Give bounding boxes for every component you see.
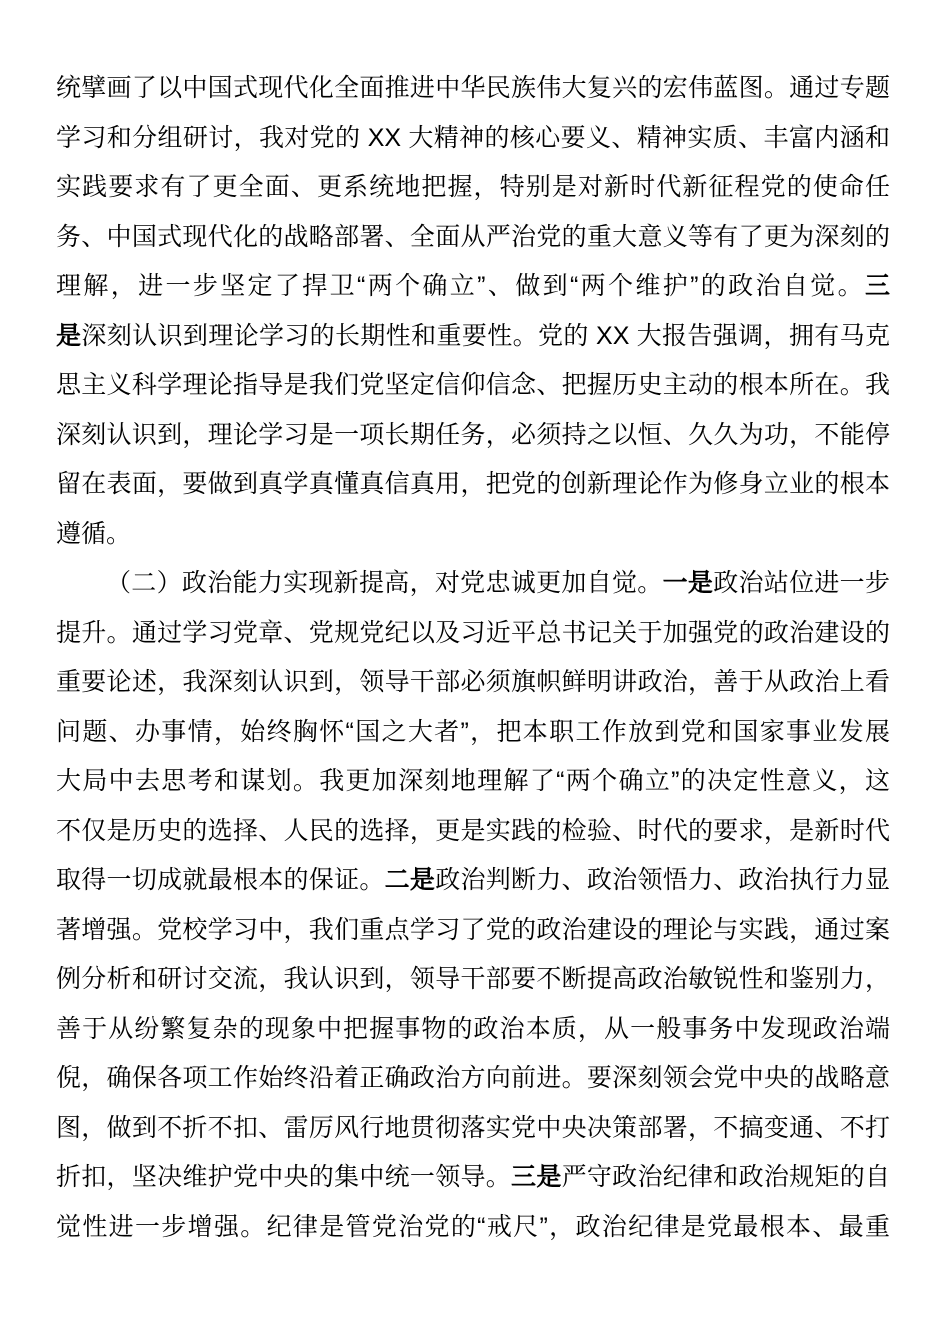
- text-segment: 大局中去思考和谋划。我更加深刻地理解了“两个确立”的决定性意义，这: [56, 767, 890, 795]
- text-segment: 善于从纷繁复杂的现象中把握事物的政治本质，从一般事务中发现政治端: [56, 1014, 890, 1043]
- text-line: [56, 460, 890, 510]
- text-segment: 折扣，坚决维护党中央的集中统一领导。: [56, 1163, 512, 1191]
- text-segment: 图，做到不折不扣、雷厉风行地贯彻落实党中央决策部署，不搞变通、不打: [56, 1113, 890, 1142]
- text-segment: 倪，确保各项工作始终沿着正确政治方向前进。要深刻领会党中央的战略意: [56, 1064, 890, 1092]
- text-segment: 提升。通过学习党章、党规党纪以及习近平总书记关于加强党的政治建设的: [56, 618, 890, 647]
- text-segment: 重要论述，我深刻认识到，领导干部必须旗帜鲜明讲政治，善于从政治上看: [56, 668, 890, 696]
- text-line: [56, 213, 890, 263]
- text-line: [56, 1005, 890, 1055]
- text-segment: 政治站位进一步: [713, 569, 890, 597]
- text-segment: 例分析和研讨交流，我认识到，领导干部要不断提高政治敏锐性和鉴别力，: [56, 965, 890, 993]
- text-line: [56, 609, 890, 659]
- text-segment: 深刻认识到，理论学习是一项长期任务，必须持之以恒、久久为功，不能停: [56, 420, 890, 449]
- text-segment: 问题、办事情，始终胸怀“国之大者”，把本职工作放到党和国家事业发展: [56, 717, 890, 746]
- text-segment: 理解，进一步坚定了捍卫“两个确立”、做到“两个维护”的政治自觉。: [56, 272, 865, 300]
- text-line: [56, 955, 890, 1005]
- text-segment: 严守政治纪律和政治规矩的自: [561, 1163, 890, 1191]
- text-line: [56, 163, 890, 213]
- text-line: [56, 361, 890, 411]
- text-line: [56, 1054, 890, 1104]
- bold-text-segment: 一是: [662, 569, 714, 597]
- text-line: [56, 114, 890, 164]
- text-line: [56, 312, 890, 362]
- text-segment: 实践要求有了更全面、更系统地把握，特别是对新时代新征程党的使命任: [56, 173, 890, 201]
- text-segment: 学习和分组研讨，我对党的 XX 大精神的核心要义、精神实质、丰富内涵和: [56, 123, 890, 152]
- text-segment: 统擘画了以中国式现代化全面推进中华民族伟大复兴的宏伟蓝图。通过专题: [56, 74, 890, 102]
- text-segment: 务、中国式现代化的战略部署、全面从严治党的重大意义等有了更为深刻的: [56, 222, 890, 251]
- text-line: [56, 807, 890, 857]
- text-segment: 留在表面，要做到真学真懂真信真用，把党的创新理论作为修身立业的根本: [56, 470, 890, 498]
- text-segment: 政治判断力、政治领悟力、政治执行力显: [435, 866, 890, 894]
- text-segment: （二）政治能力实现新提高，对党忠诚更加自觉。: [106, 569, 663, 597]
- text-line: [56, 559, 890, 609]
- text-line: [56, 411, 890, 461]
- bold-text-segment: 三: [864, 272, 890, 300]
- text-segment: 觉性进一步增强。纪律是管党治党的“戒尺”，政治纪律是党最根本、最重: [56, 1212, 890, 1241]
- text-line: [56, 708, 890, 758]
- text-segment: 深刻认识到理论学习的长期性和重要性。党的 XX 大报告强调，拥有马克: [81, 321, 890, 350]
- text-segment: 思主义科学理论指导是我们党坚定信仰信念、把握历史主动的根本所在。我: [56, 371, 890, 399]
- bold-text-segment: 是: [56, 321, 82, 350]
- text-line: [56, 658, 890, 708]
- text-line: [56, 1203, 890, 1253]
- text-line: [56, 1104, 890, 1154]
- document-body: [56, 64, 890, 1252]
- text-line: [56, 262, 890, 312]
- text-line: [56, 64, 890, 114]
- text-line: [56, 906, 890, 956]
- bold-text-segment: 二是: [384, 866, 436, 894]
- text-line: [56, 1153, 890, 1203]
- text-line: [56, 510, 890, 560]
- text-segment: 不仅是历史的选择、人民的选择，更是实践的检验、时代的要求，是新时代: [56, 816, 890, 845]
- text-line: [56, 856, 890, 906]
- bold-text-segment: 三是: [511, 1163, 562, 1191]
- text-line: [56, 757, 890, 807]
- text-segment: 遵循。: [56, 519, 132, 548]
- text-segment: 取得一切成就最根本的保证。: [56, 866, 385, 894]
- text-segment: 著增强。党校学习中，我们重点学习了党的政治建设的理论与实践，通过案: [56, 915, 890, 944]
